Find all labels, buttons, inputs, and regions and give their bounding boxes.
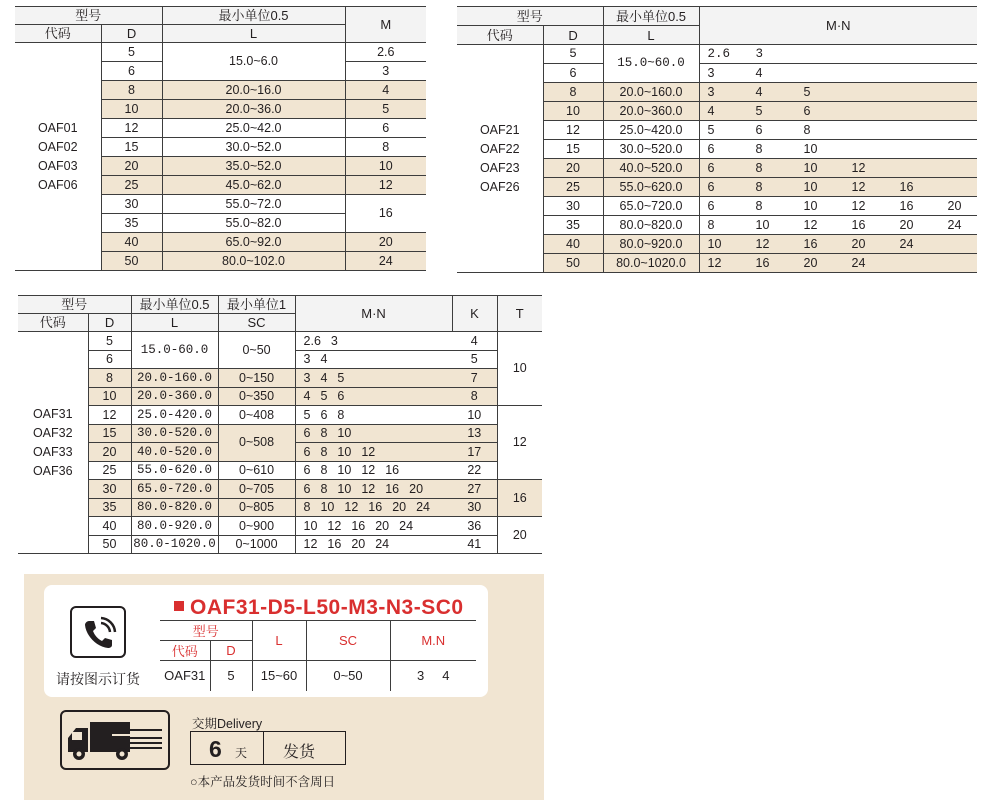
mn-value: 8 xyxy=(337,407,345,422)
cell-l: 80.0~102.0 xyxy=(162,252,345,271)
cell-k: 22 xyxy=(452,461,497,480)
mn-value: 4 xyxy=(755,84,763,99)
cell-l: 55.0~620.0 xyxy=(603,178,699,197)
cell-m: 2.6 xyxy=(345,43,426,62)
mn-value: 20 xyxy=(803,255,818,270)
mn-value: 12 xyxy=(755,236,770,251)
mn-value: 5 xyxy=(755,103,763,118)
mn-value: 12 xyxy=(344,500,359,514)
header-model: 型号 xyxy=(457,7,603,26)
mn-value: 12 xyxy=(361,463,376,477)
order-value-n: 4 xyxy=(442,668,450,684)
mn-value: 12 xyxy=(361,444,376,459)
cell-sc: 0~610 xyxy=(218,461,295,480)
cell-d: 10 xyxy=(543,102,603,121)
cell-k: 41 xyxy=(452,535,497,554)
cell-d: 35 xyxy=(543,216,603,235)
cell-d: 15 xyxy=(88,424,131,443)
order-header-d: D xyxy=(210,641,252,661)
cell-l: 45.0~62.0 xyxy=(162,176,345,195)
code-item: OAF06 xyxy=(37,177,78,192)
cell-mn xyxy=(295,498,452,517)
mn-value: 4 xyxy=(707,103,715,118)
cell-d: 6 xyxy=(101,62,162,81)
table-oaf21 xyxy=(457,6,977,273)
cell-d: 5 xyxy=(88,332,131,351)
mn-value: 6 xyxy=(707,141,715,156)
cell-mn xyxy=(295,406,452,425)
code-item: OAF36 xyxy=(32,463,73,478)
cell-l: 65.0~720.0 xyxy=(603,197,699,216)
order-example-table xyxy=(160,620,476,691)
mn-value: 10 xyxy=(337,481,352,496)
header-min-unit: 最小单位0.5 xyxy=(162,7,345,25)
part-number-text: OAF31-D5-L50-M3-N3-SC0 xyxy=(190,596,464,619)
cell-l: 65.0-720.0 xyxy=(131,480,218,499)
cell-mn xyxy=(699,140,977,159)
header-m: M xyxy=(345,7,426,43)
cell-l: 55.0~72.0 xyxy=(162,195,345,214)
cell-k: 7 xyxy=(452,369,497,388)
mn-value: 12 xyxy=(851,198,866,213)
mn-value: 12 xyxy=(361,481,376,496)
code-item: OAF23 xyxy=(479,160,520,175)
cell-l: 80.0-820.0 xyxy=(131,498,218,517)
order-header-mn: M.N xyxy=(390,621,476,661)
cell-k: 10 xyxy=(452,406,497,425)
order-value-l: 15~60 xyxy=(252,661,306,691)
mn-value: 16 xyxy=(755,255,770,270)
mn-value: 10 xyxy=(707,236,722,251)
mn-value: 10 xyxy=(803,198,818,213)
cell-d: 20 xyxy=(101,157,162,176)
header-l: L xyxy=(162,25,345,43)
mn-value: 5 xyxy=(337,370,345,385)
cell-l: 80.0~920.0 xyxy=(603,235,699,254)
mn-value: 10 xyxy=(303,518,318,533)
cell-mn xyxy=(295,387,452,406)
cell-d: 25 xyxy=(101,176,162,195)
mn-value: 3 xyxy=(707,84,715,99)
cell-d: 40 xyxy=(101,233,162,252)
mn-value: 6 xyxy=(303,426,311,440)
cell-l: 80.0~820.0 xyxy=(603,216,699,235)
code-item: OAF31 xyxy=(32,406,73,421)
cell-sc: 0~50 xyxy=(218,332,295,369)
mn-value: 4 xyxy=(320,370,328,385)
cell-l: 80.0~1020.0 xyxy=(603,254,699,273)
cell-d: 6 xyxy=(88,350,131,369)
cell-d: 20 xyxy=(88,443,131,462)
mn-value: 4 xyxy=(320,352,328,366)
cell-l: 55.0~82.0 xyxy=(162,214,345,233)
mn-value: 20 xyxy=(899,217,914,232)
cell-t: 16 xyxy=(497,480,542,517)
cell-t: 20 xyxy=(497,517,542,554)
cell-l: 20.0~160.0 xyxy=(603,83,699,102)
cell-sc: 0~350 xyxy=(218,387,295,406)
mn-value: 12 xyxy=(327,518,342,533)
cell-m: 20 xyxy=(345,233,426,252)
cell-mn xyxy=(699,216,977,235)
mn-value: 20 xyxy=(947,198,962,213)
mn-value: 24 xyxy=(851,255,866,270)
mn-value: 6 xyxy=(303,444,311,459)
header-code: 代码 xyxy=(457,26,543,45)
cell-l: 20.0~360.0 xyxy=(603,102,699,121)
cell-m: 6 xyxy=(345,119,426,138)
mn-value: 5 xyxy=(803,84,811,99)
mn-value: 16 xyxy=(351,518,366,533)
cell-k: 27 xyxy=(452,480,497,499)
delivery-note xyxy=(190,772,335,790)
order-value-sc: 0~50 xyxy=(306,661,390,691)
cell-mn xyxy=(699,45,977,64)
code-item: OAF03 xyxy=(37,158,78,173)
cell-mn xyxy=(699,83,977,102)
cell-l: 20.0~16.0 xyxy=(162,81,345,100)
code-item: OAF32 xyxy=(32,425,73,440)
mn-value: 8 xyxy=(755,179,763,194)
mn-value: 24 xyxy=(899,236,914,251)
cell-d: 12 xyxy=(101,119,162,138)
cell-l: 20.0-160.0 xyxy=(131,369,218,388)
circle-icon: ○ xyxy=(190,775,198,789)
cell-l: 40.0~520.0 xyxy=(603,159,699,178)
cell-l: 40.0-520.0 xyxy=(131,443,218,462)
cell-sc: 0~705 xyxy=(218,480,295,499)
mn-value: 20 xyxy=(392,500,407,514)
mn-value: 6 xyxy=(707,198,715,213)
cell-k: 13 xyxy=(452,424,497,443)
cell-d: 12 xyxy=(543,121,603,140)
code-item: OAF26 xyxy=(479,179,520,194)
cell-mn xyxy=(699,121,977,140)
mn-value: 12 xyxy=(303,537,318,551)
cell-l: 30.0-520.0 xyxy=(131,424,218,443)
mn-value: 24 xyxy=(375,537,390,551)
cell-d: 10 xyxy=(88,387,131,406)
order-header-code: 代码 xyxy=(160,641,210,661)
mn-value: 16 xyxy=(803,236,818,251)
order-panel xyxy=(24,574,544,800)
cell-l: 20.0-360.0 xyxy=(131,387,218,406)
model-codes xyxy=(18,332,88,554)
mn-value: 6 xyxy=(303,463,311,477)
mn-value: 8 xyxy=(320,481,328,496)
cell-l: 30.0~52.0 xyxy=(162,138,345,157)
header-min-unit-l: 最小单位0.5 xyxy=(131,296,218,314)
cell-l: 15.0-60.0 xyxy=(131,332,218,369)
cell-m: 8 xyxy=(345,138,426,157)
cell-k: 4 xyxy=(452,332,497,351)
code-item: OAF02 xyxy=(37,139,78,154)
header-sc: SC xyxy=(218,314,295,332)
header-l: L xyxy=(603,26,699,45)
mn-value: 3 xyxy=(303,352,311,366)
cell-t: 10 xyxy=(497,332,542,406)
cell-sc: 0~150 xyxy=(218,369,295,388)
cell-sc: 0~408 xyxy=(218,406,295,425)
cell-l: 15.0~6.0 xyxy=(162,43,345,81)
mn-value: 6 xyxy=(303,481,311,496)
mn-value: 20 xyxy=(851,236,866,251)
cell-k: 36 xyxy=(452,517,497,536)
truck-icon xyxy=(60,710,170,770)
mn-value: 2.6 xyxy=(303,333,321,348)
cell-l: 80.0-920.0 xyxy=(131,517,218,536)
mn-value: 10 xyxy=(803,160,818,175)
mn-value: 10 xyxy=(337,426,352,440)
cell-mn xyxy=(295,350,452,369)
mn-value: 10 xyxy=(337,444,352,459)
mn-value: 3 xyxy=(755,46,764,61)
mn-value: 8 xyxy=(707,217,715,232)
mn-value: 3 xyxy=(330,333,338,348)
cell-d: 12 xyxy=(88,406,131,425)
delivery-action: 发货 xyxy=(283,744,316,761)
cell-d: 50 xyxy=(543,254,603,273)
cell-d: 5 xyxy=(543,45,603,64)
order-header-model: 型号 xyxy=(160,621,252,641)
header-code: 代码 xyxy=(15,25,101,43)
cell-k: 17 xyxy=(452,443,497,462)
cell-sc: 0~805 xyxy=(218,498,295,517)
delivery-unit: 天 xyxy=(235,746,248,760)
cell-d: 50 xyxy=(101,252,162,271)
phone-icon xyxy=(70,606,126,658)
bullet-icon xyxy=(174,601,184,611)
mn-value: 12 xyxy=(851,179,866,194)
header-model: 型号 xyxy=(18,296,131,314)
cell-mn xyxy=(295,424,452,443)
mn-value: 12 xyxy=(851,160,866,175)
table-oaf01 xyxy=(15,6,426,271)
cell-l: 65.0~92.0 xyxy=(162,233,345,252)
mn-value: 16 xyxy=(899,198,914,213)
cell-d: 30 xyxy=(101,195,162,214)
mn-value: 20 xyxy=(409,481,424,496)
order-header-sc: SC xyxy=(306,621,390,661)
cell-d: 5 xyxy=(101,43,162,62)
cell-d: 15 xyxy=(101,138,162,157)
delivery-divider xyxy=(263,732,264,764)
cell-k: 8 xyxy=(452,387,497,406)
mn-value: 10 xyxy=(320,500,335,514)
cell-l: 25.0~420.0 xyxy=(603,121,699,140)
mn-value: 6 xyxy=(337,389,345,403)
cell-l: 80.0-1020.0 xyxy=(131,535,218,554)
mn-value: 6 xyxy=(320,407,328,422)
mn-value: 16 xyxy=(385,481,400,496)
mn-value: 6 xyxy=(803,103,811,118)
cell-mn xyxy=(699,64,977,83)
cell-d: 20 xyxy=(543,159,603,178)
header-t: T xyxy=(497,296,542,332)
header-d: D xyxy=(101,25,162,43)
mn-value: 24 xyxy=(947,217,962,232)
part-number xyxy=(174,596,464,620)
code-item: OAF33 xyxy=(32,444,73,459)
mn-value: 20 xyxy=(351,537,366,551)
mn-value: 8 xyxy=(320,463,328,477)
delivery-note-text: 本产品发货时间不含周日 xyxy=(197,775,336,789)
order-value-d: 5 xyxy=(210,661,252,691)
cell-d: 35 xyxy=(88,498,131,517)
mn-value: 3 xyxy=(303,370,311,385)
mn-value: 12 xyxy=(707,255,722,270)
model-codes xyxy=(457,45,543,273)
header-model: 型号 xyxy=(15,7,162,25)
cell-d: 35 xyxy=(101,214,162,233)
cell-d: 8 xyxy=(543,83,603,102)
cell-mn xyxy=(699,102,977,121)
order-value-m: 3 xyxy=(416,668,425,684)
header-min-unit-sc: 最小单位1 xyxy=(218,296,295,314)
code-item: OAF01 xyxy=(37,120,78,135)
mn-value: 6 xyxy=(755,122,763,137)
delivery-days: 6 xyxy=(209,736,222,762)
mn-value: 12 xyxy=(803,217,818,232)
mn-value: 10 xyxy=(337,463,352,477)
cell-sc: 0~1000 xyxy=(218,535,295,554)
order-header-l: L xyxy=(252,621,306,661)
mn-value: 3 xyxy=(707,65,715,80)
mn-value: 10 xyxy=(803,141,818,156)
header-mn: M·N xyxy=(699,7,977,45)
cell-t: 12 xyxy=(497,406,542,480)
header-d: D xyxy=(88,314,131,332)
order-instruction: 请按图示订货 xyxy=(56,671,140,687)
mn-value: 8 xyxy=(303,500,311,514)
cell-mn xyxy=(699,254,977,273)
cell-mn xyxy=(699,178,977,197)
code-item: OAF22 xyxy=(479,141,520,156)
cell-mn xyxy=(295,461,452,480)
mn-value: 5 xyxy=(303,407,311,422)
mn-value: 16 xyxy=(327,537,342,551)
cell-d: 25 xyxy=(88,461,131,480)
cell-d: 8 xyxy=(101,81,162,100)
cell-d: 8 xyxy=(88,369,131,388)
order-value-mn xyxy=(390,661,476,691)
order-value-code: OAF31 xyxy=(160,661,210,691)
mn-value: 16 xyxy=(368,500,383,514)
mn-value: 4 xyxy=(755,65,763,80)
model-codes xyxy=(15,43,101,271)
cell-mn xyxy=(295,332,452,351)
delivery-label: 交期Delivery xyxy=(192,717,263,731)
header-mn: M·N xyxy=(295,296,452,332)
cell-d: 40 xyxy=(88,517,131,536)
mn-value: 2.6 xyxy=(707,46,731,61)
cell-l: 30.0~520.0 xyxy=(603,140,699,159)
cell-m: 4 xyxy=(345,81,426,100)
cell-l: 25.0~42.0 xyxy=(162,119,345,138)
cell-mn xyxy=(295,480,452,499)
table-oaf31 xyxy=(18,295,542,554)
cell-l: 25.0-420.0 xyxy=(131,406,218,425)
mn-value: 8 xyxy=(755,160,763,175)
mn-value: 10 xyxy=(803,179,818,194)
cell-k: 5 xyxy=(452,350,497,369)
mn-value: 16 xyxy=(851,217,866,232)
cell-l: 15.0~60.0 xyxy=(603,45,699,83)
mn-value: 20 xyxy=(375,518,390,533)
cell-l: 55.0-620.0 xyxy=(131,461,218,480)
cell-d: 25 xyxy=(543,178,603,197)
cell-d: 30 xyxy=(543,197,603,216)
mn-value: 16 xyxy=(899,179,914,194)
cell-m: 24 xyxy=(345,252,426,271)
cell-d: 6 xyxy=(543,64,603,83)
header-d: D xyxy=(543,26,603,45)
mn-value: 8 xyxy=(320,426,328,440)
mn-value: 16 xyxy=(385,463,400,477)
mn-value: 8 xyxy=(755,198,763,213)
mn-value: 24 xyxy=(399,518,414,533)
cell-d: 50 xyxy=(88,535,131,554)
cell-k: 30 xyxy=(452,498,497,517)
cell-d: 40 xyxy=(543,235,603,254)
cell-mn xyxy=(295,369,452,388)
code-item: OAF21 xyxy=(479,122,520,137)
mn-value: 4 xyxy=(303,389,311,403)
cell-d: 30 xyxy=(88,480,131,499)
cell-mn xyxy=(295,443,452,462)
order-example-card xyxy=(44,585,488,697)
mn-value: 5 xyxy=(320,389,328,403)
cell-sc: 0~900 xyxy=(218,517,295,536)
header-code: 代码 xyxy=(18,314,88,332)
mn-value: 6 xyxy=(707,179,715,194)
cell-m: 5 xyxy=(345,100,426,119)
cell-m: 12 xyxy=(345,176,426,195)
header-min-unit: 最小单位0.5 xyxy=(603,7,699,26)
cell-m: 10 xyxy=(345,157,426,176)
mn-value: 8 xyxy=(320,444,328,459)
header-k: K xyxy=(452,296,497,332)
mn-value: 6 xyxy=(707,160,715,175)
mn-value: 8 xyxy=(755,141,763,156)
header-l: L xyxy=(131,314,218,332)
delivery-box xyxy=(190,731,346,765)
mn-value: 8 xyxy=(803,122,811,137)
cell-mn xyxy=(699,235,977,254)
cell-mn xyxy=(699,197,977,216)
cell-mn xyxy=(699,159,977,178)
mn-value: 5 xyxy=(707,122,715,137)
cell-mn xyxy=(295,517,452,536)
cell-sc: 0~508 xyxy=(218,424,295,461)
cell-d: 10 xyxy=(101,100,162,119)
cell-m: 16 xyxy=(345,195,426,233)
cell-l: 20.0~36.0 xyxy=(162,100,345,119)
cell-m: 3 xyxy=(345,62,426,81)
cell-l: 35.0~52.0 xyxy=(162,157,345,176)
cell-d: 15 xyxy=(543,140,603,159)
mn-value: 24 xyxy=(416,500,430,514)
cell-mn xyxy=(295,535,452,554)
mn-value: 10 xyxy=(755,217,770,232)
